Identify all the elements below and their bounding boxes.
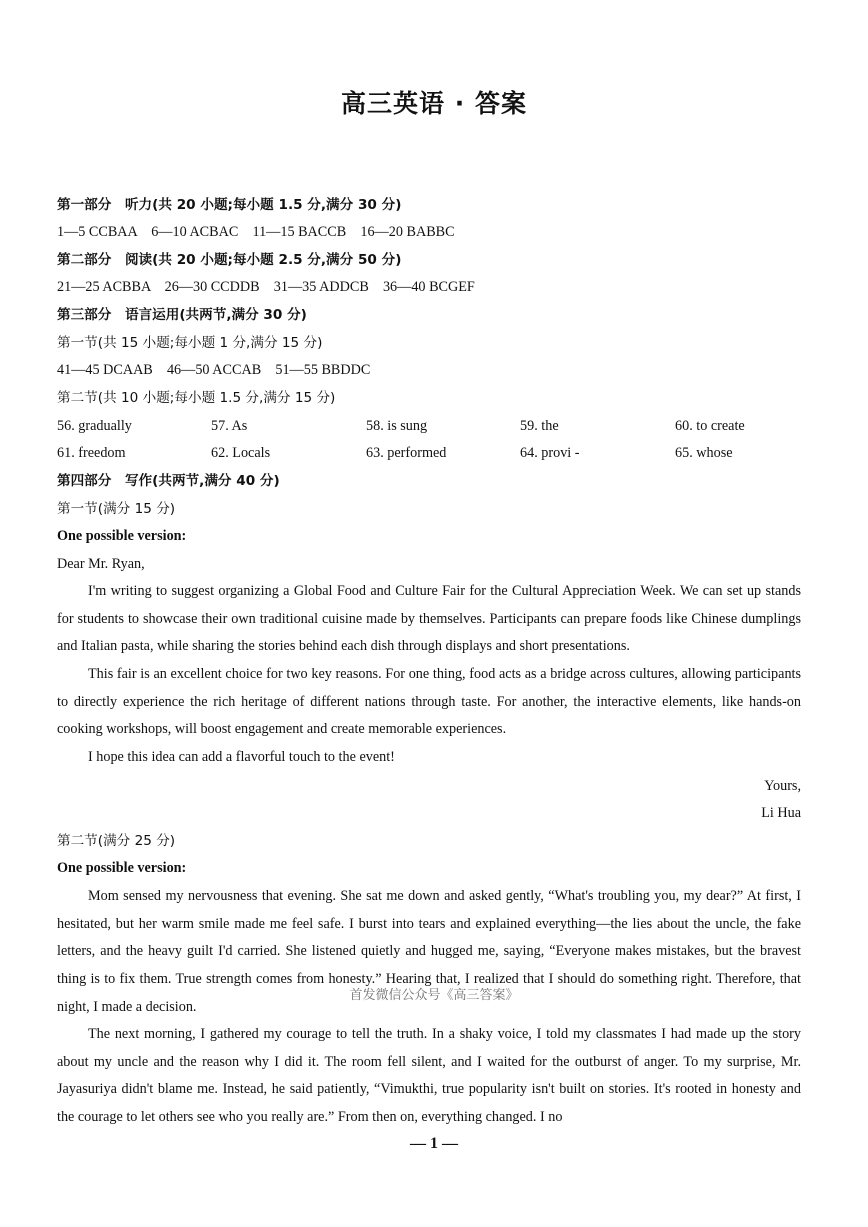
part4-section1-heading: 第一节(满分 15 分) — [57, 501, 176, 517]
letter-paragraph-3: I hope this idea can add a flavorful touch to the event! — [88, 749, 395, 765]
part3-heading: 第三部分 语言运用(共两节,满分 30 分) — [57, 307, 307, 323]
fill-answer-56: 56. gradually — [57, 418, 132, 434]
story-paragraph-1: Mom sensed my nervousness that evening. She sat me down and asked gently, “What's troubling you, my dear?” At first, I hesitated, but her warm smile made me feel safe. I burst into tears and explained everything—the lies about the uncle, the fake letters, and the heavy guilt I'd carried. She listened quietly and hugged me, saying, “Everyone makes mistakes, but the bravest thing is to fix them. True strength comes from honesty.” Hearing that, I realized that I should do something right. Therefore, that night, I made a decision. — [57, 888, 801, 1015]
fill-answer-63: 63. performed — [366, 445, 447, 461]
letter-signature: Li Hua — [761, 805, 801, 821]
part2-answers: 21—25 ACBBA 26—30 CCDDB 31—35 ADDCB 36—40 BCGEF — [57, 279, 475, 295]
watermark: 首发微信公众号《高三答案》 — [349, 988, 519, 1003]
fill-row-1 — [57, 416, 801, 436]
letter-closing: Yours, — [764, 778, 801, 794]
fill-answer-64: 64. provi ‑ — [520, 445, 580, 461]
part4-heading: 第四部分 写作(共两节,满分 40 分) — [57, 473, 280, 489]
fill-answer-58: 58. is sung — [366, 418, 428, 434]
part4-section2-heading: 第二节(满分 25 分) — [57, 833, 176, 849]
fill-row-2 — [57, 443, 801, 463]
version-label-1: One possible version: — [57, 528, 187, 544]
page-title: 高三英语 · 答案 — [341, 89, 527, 118]
part3-section1-heading: 第一节(共 15 小题;每小题 1 分,满分 15 分) — [57, 335, 323, 351]
version-label-2: One possible version: — [57, 860, 187, 876]
story-paragraph-2: The next morning, I gathered my courage to tell the truth. In a shaky voice, I told my classmates I had made up the story about my uncle and the reason why I did it. The room fell silent, and I waited for the outburst of anger. To my surprise, Mr. Jayasuriya didn't blame me. Instead, he said patiently, “Vimukthi, true popularity isn't built on stories. It's rooted in honesty and the courage to let others see who you really are.” From then on, everything changed. I no — [57, 1026, 801, 1126]
fill-answer-57: 57. As — [211, 418, 248, 434]
fill-answer-62: 62. Locals — [211, 445, 271, 461]
part1-heading: 第一部分 听力(共 20 小题;每小题 1.5 分,满分 30 分) — [57, 197, 402, 213]
page-number: — 1 — — [410, 1135, 458, 1152]
fill-answer-61: 61. freedom — [57, 445, 126, 461]
letter-paragraph-2: This fair is an excellent choice for two key reasons. For one thing, food acts as a bridge across cultures, allowing participants to directly experience the rich heritage of different nations through taste. For another, the interactive elements, like hands-on cooking workshops, will boost engagement and create memorable experiences. — [57, 666, 801, 738]
part1-answers: 1—5 CCBAA 6—10 ACBAC 11—15 BACCB 16—20 BABBC — [57, 224, 455, 240]
part2-heading: 第二部分 阅读(共 20 小题;每小题 2.5 分,满分 50 分) — [57, 252, 402, 268]
fill-answer-59: 59. the — [520, 418, 559, 434]
fill-answer-65: 65. whose — [675, 445, 733, 461]
fill-answer-60: 60. to create — [675, 418, 745, 434]
letter-paragraph-1: I'm writing to suggest organizing a Global Food and Culture Fair for the Cultural Appreciation Week. We can set up stands for students to showcase their own traditional cuisine made by themselves. Participants can prepare foods like Chinese dumplings and Italian pasta, while sharing the stories behind each dish through displays and short presentations. — [57, 583, 801, 655]
part3-section1-answers: 41—45 DCAAB 46—50 ACCAB 51—55 BBDDC — [57, 362, 371, 378]
part3-section2-heading: 第二节(共 10 小题;每小题 1.5 分,满分 15 分) — [57, 390, 336, 406]
letter-salutation: Dear Mr. Ryan, — [57, 556, 145, 572]
